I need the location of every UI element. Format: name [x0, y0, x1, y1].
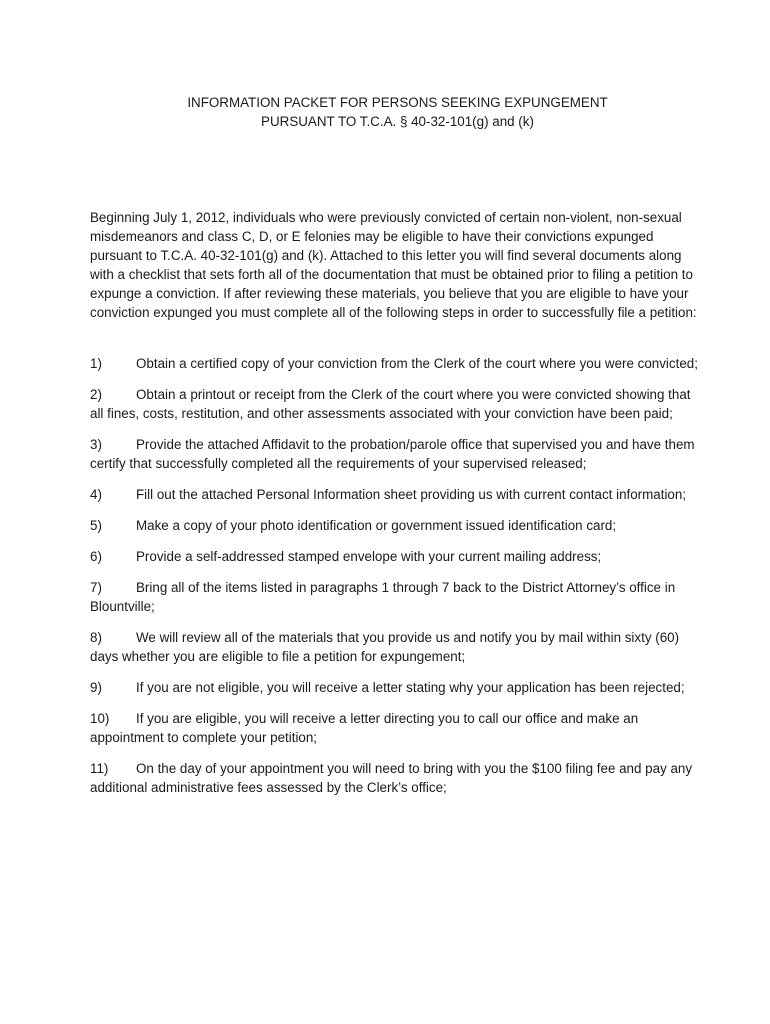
step-item — [90, 385, 704, 423]
step-item — [90, 547, 704, 566]
step-number: 3) — [90, 437, 102, 452]
step-number: 5) — [90, 518, 102, 533]
step-text: Fill out the attached Personal Information sheet providing us with current contact information; — [136, 487, 687, 502]
step-item — [90, 578, 704, 616]
step-number: 4) — [90, 487, 102, 502]
step-text: On the day of your appointment you will need to bring with you the $100 filing fee and pay any additional administrative fees assessed by the Clerk’s office; — [90, 761, 693, 795]
step-number: 10) — [90, 711, 110, 726]
step-text: If you are not eligible, you will receive a letter stating why your application has been rejected; — [136, 680, 685, 695]
step-text: Obtain a printout or receipt from the Clerk of the court where you were convicted showing that all fines, costs, restitution, and other assessments associated with your conviction have been paid; — [90, 387, 691, 421]
step-item — [90, 485, 704, 504]
step-text: Make a copy of your photo identification or government issued identification card; — [136, 518, 617, 533]
step-text: Provide the attached Affidavit to the probation/parole office that supervised you and have them certify that successfully completed all the requirements of your supervised released; — [90, 437, 695, 471]
steps-list — [90, 354, 704, 809]
step-text: Obtain a certified copy of your conviction from the Clerk of the court where you were convicted; — [136, 356, 698, 371]
step-item — [90, 435, 704, 473]
document-title — [90, 93, 705, 131]
step-item — [90, 628, 704, 666]
step-number: 11) — [90, 761, 109, 776]
step-text: We will review all of the materials that you provide us and notify you by mail within sixty (60) days whether you are eligible to file a petition for expungement; — [90, 630, 680, 664]
step-text: Provide a self-addressed stamped envelope with your current mailing address; — [136, 549, 602, 564]
step-item — [90, 516, 704, 535]
step-number: 7) — [90, 580, 102, 595]
step-number: 6) — [90, 549, 102, 564]
step-item — [90, 678, 704, 697]
step-number: 1) — [90, 356, 102, 371]
step-number: 9) — [90, 680, 102, 695]
step-text: Bring all of the items listed in paragraphs 1 through 7 back to the District Attorney’s office in Blountville; — [90, 580, 676, 614]
step-item — [90, 354, 704, 373]
step-item — [90, 709, 704, 747]
step-number: 2) — [90, 387, 102, 402]
intro-paragraph: Beginning July 1, 2012, individuals who were previously convicted of certain non-violent, non-sexual misdemeanors and class C, D, or E felonies may be eligible to have their convictions expunged pursuant to T.C.A. 40-32-101(g) and (k). Attached to this letter you will find several documents along with a checklist that sets forth all of the documentation that must be obtained prior to filing a petition to expunge a conviction. If after reviewing these materials, you believe that you are eligible to have your conviction expunged you must complete all of the following steps in order to successfully file a petition: — [90, 210, 697, 320]
title-line-2: PURSUANT TO T.C.A. § 40-32-101(g) and (k) — [261, 114, 534, 129]
step-number: 8) — [90, 630, 102, 645]
step-item — [90, 759, 704, 797]
step-text: If you are eligible, you will receive a letter directing you to call our office and make an appointment to complete your petition; — [90, 711, 639, 745]
title-line-1: INFORMATION PACKET FOR PERSONS SEEKING EXPUNGEMENT — [187, 95, 608, 110]
